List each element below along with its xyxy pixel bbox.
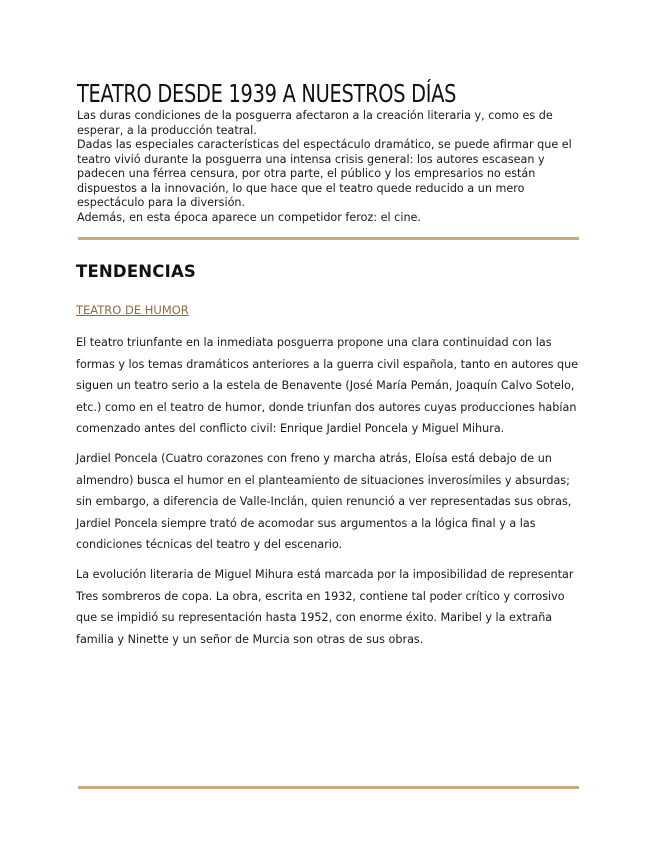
intro-paragraph: Las duras condiciones de la posguerra afectaron a la creación literaria y, como es de esperar, a la producción teatral. — [77, 109, 553, 137]
intro-block — [77, 109, 587, 225]
body-paragraph: Jardiel Poncela (Cuatro corazones con freno y marcha atrás, Eloísa está debajo de un almendro) busca el humor en el planteamiento de situaciones inverosímiles y absurdas; sin embargo, a diferencia de Valle-Inclán, quien renunció a ver representadas sus obras, Jardiel Poncela siempre trató de acomodar sus argumentos a la lógica final y a las condiciones técnicas del teatro y del escenario. — [76, 452, 572, 551]
divider-top — [78, 237, 579, 240]
intro-paragraph: Dadas las especiales características del espectáculo dramático, se puede afirmar que el teatro vivió durante la posguerra una intensa crisis general: los autores escasean y padecen una férrea censura, por otra parte, el público y los empresarios no están dispuestos a la innovación, lo que hace que el teatro quede reducido a un mero espectáculo para la diversión. — [77, 138, 572, 209]
section-heading: TENDENCIAS — [76, 262, 197, 281]
page-title: TEATRO DESDE 1939 A NUESTROS DÍAS — [77, 79, 457, 108]
body-paragraph: El teatro triunfante en la inmediata posguerra propone una clara continuidad con las formas y los temas dramáticos anteriores a la guerra civil española, tanto en autores que siguen un teatro serio a la estela de Benavente (José María Pemán, Joaquín Calvo Sotelo, etc.) como en el teatro de humor, donde triunfan dos autores cuyas producciones habían comenzado antes del conflicto civil: Enrique Jardiel Poncela y Miguel Mihura. — [76, 336, 579, 435]
intro-paragraph: Además, en esta época aparece un competidor feroz: el cine. — [77, 210, 421, 224]
subsection-link-teatro-de-humor[interactable]: TEATRO DE HUMOR — [76, 303, 189, 317]
divider-bottom — [78, 786, 579, 789]
body-paragraph: La evolución literaria de Miguel Mihura está marcada por la imposibilidad de representar Tres sombreros de copa. La obra, escrita en 1932, contiene tal poder crítico y corrosivo que se impidió su representación hasta 1952, con enorme éxito. Maribel y la extraña familia y Ninette y un señor de Murcia son otras de sus obras. — [76, 568, 574, 646]
